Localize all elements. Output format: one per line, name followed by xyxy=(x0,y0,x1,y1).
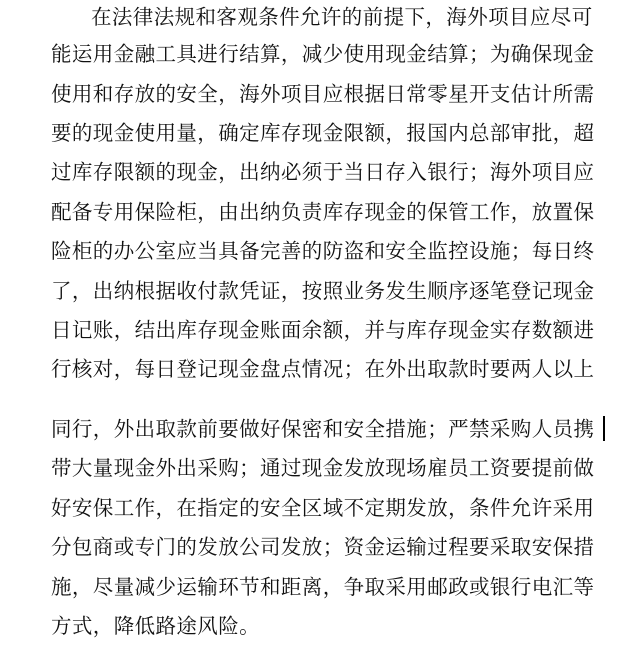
text-line-7: 险柜的办公室应当具备完善的防盗和安全监控设施；每日终 xyxy=(51,239,595,263)
text-line-1: 在法律法规和客观条件允许的前提下，海外项目应尽可 xyxy=(91,5,593,29)
text-line-9: 日记账，结出库存现金账面余额，并与库存现金实存数额进 xyxy=(51,318,595,342)
text-line-2: 能运用金融工具进行结算，减少使用现金结算；为确保现金 xyxy=(51,42,595,66)
text-line-10: 行核对，每日登记现金盘点情况；在外出取款时要两人以上 xyxy=(51,357,595,381)
text-cursor xyxy=(603,416,605,441)
text-line-11: 同行，外出取款前要做好保密和安全措施；严禁采购人员携 xyxy=(51,417,595,441)
text-line-4: 要的现金使用量，确定库存现金限额，报国内总部审批，超 xyxy=(51,121,595,145)
text-line-13: 好安保工作，在指定的安全区域不定期发放，条件允许采用 xyxy=(51,496,595,520)
text-line-16: 方式，降低路途风险。 xyxy=(51,614,260,638)
text-line-5: 过库存限额的现金，出纳必须于当日存入银行；海外项目应 xyxy=(51,160,595,184)
text-line-15: 施，尽量减少运输环节和距离，争取采用邮政或银行电汇等 xyxy=(51,575,595,599)
text-line-8: 了，出纳根据收付款凭证，按照业务发生顺序逐笔登记现金 xyxy=(51,279,595,303)
text-line-14: 分包商或专门的发放公司发放；资金运输过程要采取安保措 xyxy=(51,535,595,559)
text-line-12: 带大量现金外出采购；通过现金发放现场雇员工资要提前做 xyxy=(51,456,595,480)
text-line-6: 配备专用保险柜，由出纳负责库存现金的保管工作，放置保 xyxy=(51,200,595,224)
text-line-3: 使用和存放的安全，海外项目应根据日常零星开支估计所需 xyxy=(51,82,595,106)
